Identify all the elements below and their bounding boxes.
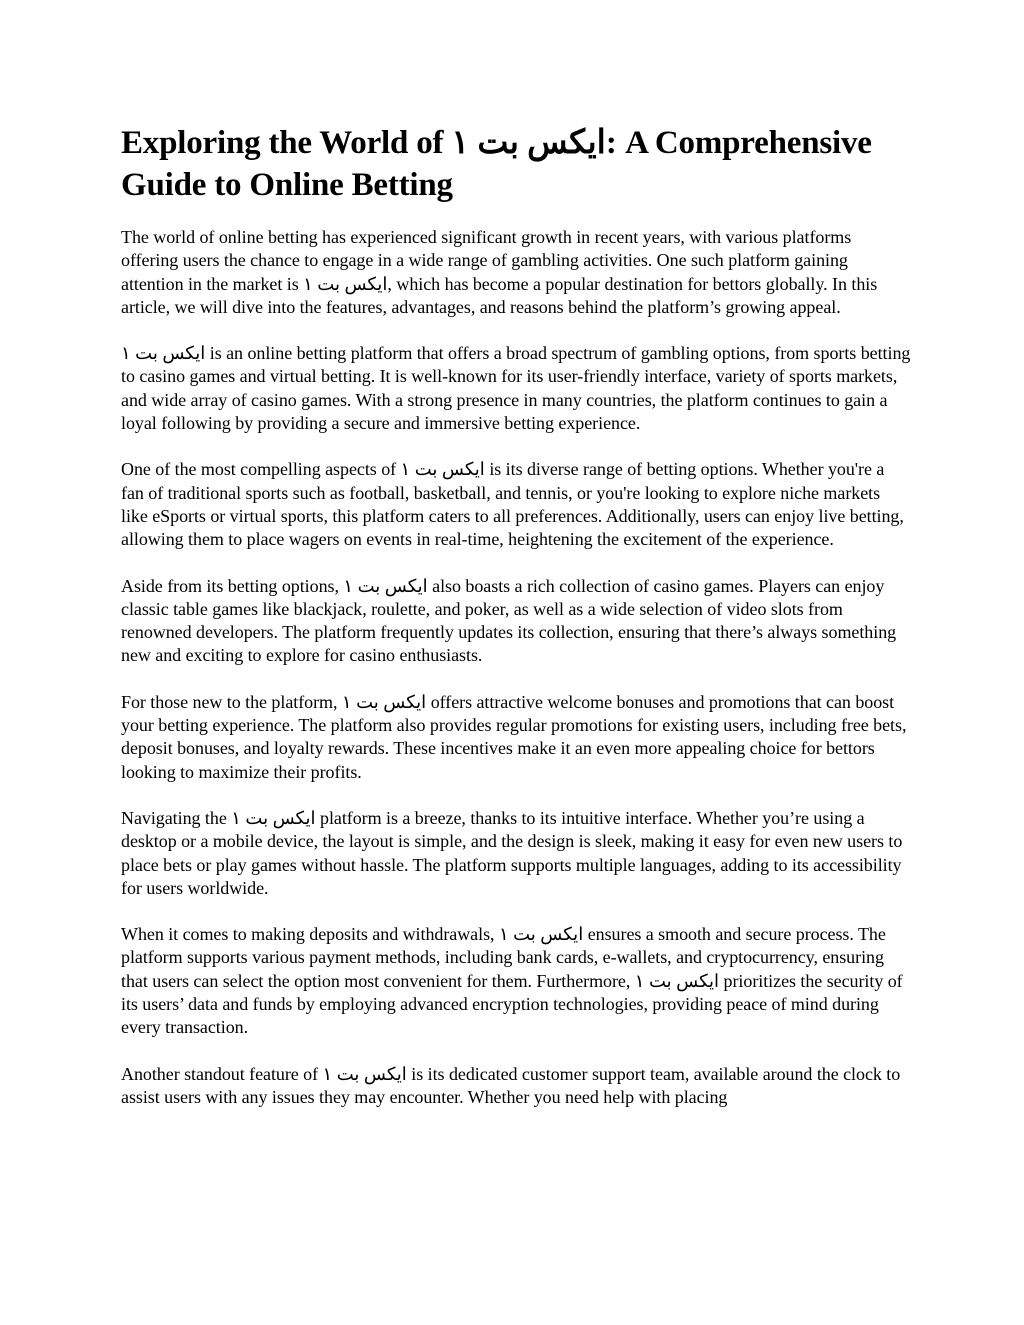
paragraph-text: prioritizes the security of its users’ data and funds by employing advanced encryption technologies, providing peace of mind during every transaction.	[121, 970, 903, 1038]
brand-name: ایکس بت ۱	[231, 807, 316, 828]
paragraph-interface	[121, 807, 911, 900]
paragraph-payments	[121, 923, 911, 1039]
article-title	[121, 122, 911, 206]
document-page	[121, 122, 911, 1109]
paragraph-intro	[121, 226, 911, 319]
title-text-start: Exploring the World of	[121, 125, 452, 161]
brand-name: ایکس بت ۱	[303, 273, 388, 294]
paragraph-text: platform is a breeze, thanks to its intuitive interface. Whether you’re using a desktop or a mobile device, the layout is simple, and the design is sleek, making it easy for even new users to place bets or play games without hassle. The platform supports multiple languages, adding to its accessibility for users worldwide.	[121, 807, 903, 898]
brand-name: ایکس بت ۱	[343, 575, 428, 596]
paragraph-text: is its diverse range of betting options. Whether you're a fan of traditional sports such as football, basketball, and tennis, or you're looking to explore niche markets like eSports or virtual sports, this platform caters to all preferences. Additionally, users can enjoy live betting, allowing them to place wagers on events in real-time, heightening the excitement of the experience.	[121, 459, 904, 550]
paragraph-text: Navigating the	[121, 807, 232, 828]
paragraph-text: The world of online betting has experienced significant growth in recent years, with various platforms offering users the chance to engage in a wide range of gambling activities. One such platform gaining attention in the market is	[121, 227, 852, 294]
brand-name: ایکس بت ۱	[341, 691, 427, 712]
paragraph-text: is an online betting platform that offers a broad spectrum of gambling options, from sports betting to casino games and virtual betting. It is well-known for its user-friendly interface, variety of sports markets, and wide array of casino games. With a strong presence in many countries, the platform continues to gain a loyal following by providing a secure and immersive betting experience.	[121, 343, 911, 434]
brand-name: ایکس بت ۱	[322, 1063, 407, 1084]
brand-name: ایکس بت ۱	[498, 924, 584, 945]
paragraph-casino-games	[121, 575, 911, 668]
paragraph-text: For those new to the platform,	[121, 691, 342, 712]
paragraph-support	[121, 1063, 911, 1110]
paragraph-text: Aside from its betting options,	[121, 575, 344, 596]
title-text-end: : A Comprehensive Guide to Online Betting	[121, 125, 872, 203]
paragraph-text: When it comes to making deposits and withdrawals,	[121, 924, 499, 945]
paragraph-text: offers attractive welcome bonuses and promotions that can boost your betting experience. The platform also provides regular promotions for existing users, including free bets, deposit bonuses, and loyalty rewards. These incentives make it an even more appealing choice for bettors looking to maximize their profits.	[121, 691, 907, 782]
paragraph-text: ensures a smooth and secure process. The platform supports various payment methods, including bank cards, e-wallets, and cryptocurrency, ensuring that users can select the option most convenient for them. Furthermore,	[121, 924, 886, 991]
brand-name: ایکس بت ۱	[634, 970, 720, 991]
paragraph-text: , which has become a popular destination for bettors globally. In this article, we will dive into the features, advantages, and reasons behind the platform’s growing appeal.	[121, 273, 878, 317]
paragraph-text: is its dedicated customer support team, available around the clock to assist users with any issues they may encounter. Whether you need help with placing	[121, 1063, 901, 1107]
paragraph-text: One of the most compelling aspects of	[121, 459, 401, 480]
paragraph-text: Another standout feature of	[121, 1063, 323, 1084]
paragraph-overview	[121, 342, 911, 435]
paragraph-bonuses	[121, 691, 911, 784]
paragraph-text: also boasts a rich collection of casino games. Players can enjoy classic table games like blackjack, roulette, and poker, as well as a wide selection of video slots from renowned developers. The platform frequently updates its collection, ensuring that there’s always something new and exciting to explore for casino enthusiasts.	[121, 575, 897, 666]
paragraph-betting-options	[121, 458, 911, 551]
brand-name: ایکس بت ۱	[121, 343, 206, 364]
brand-name: ایکس بت ۱	[451, 125, 606, 161]
brand-name: ایکس بت ۱	[400, 459, 485, 480]
